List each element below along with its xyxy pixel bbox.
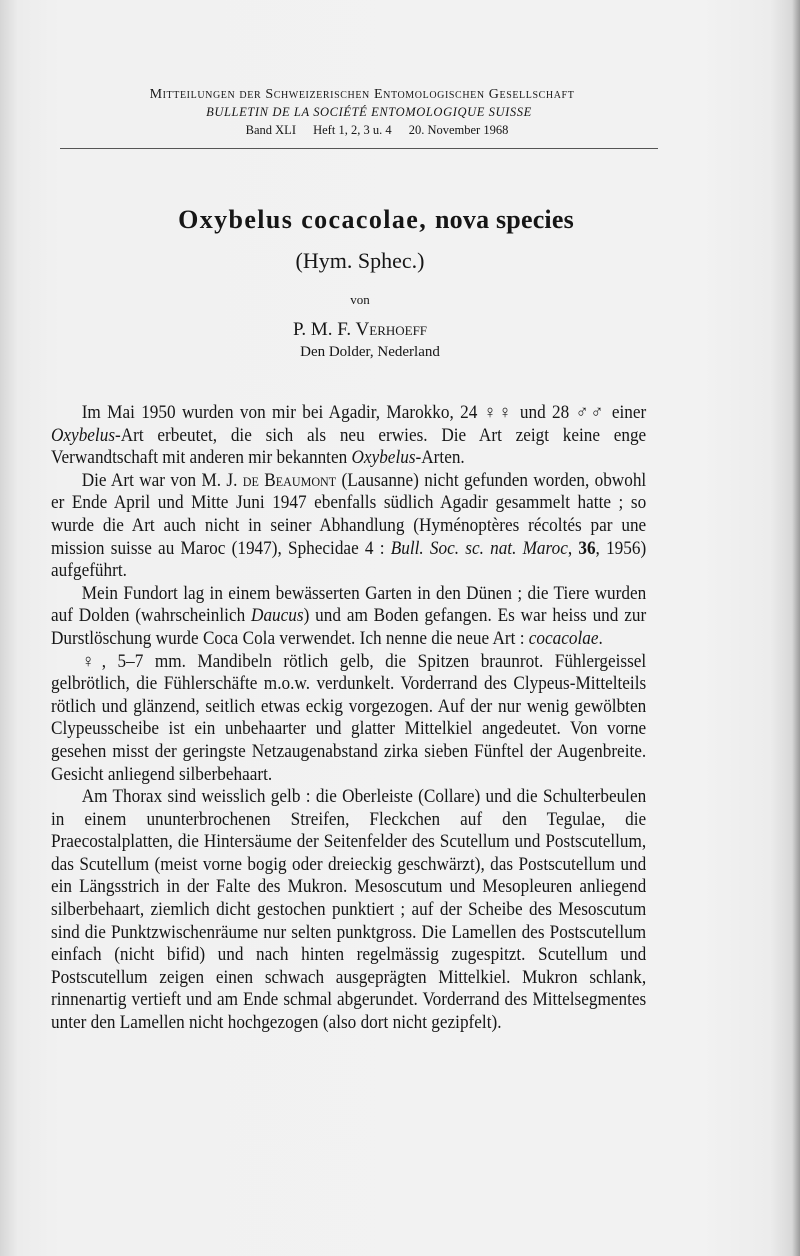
author-affiliation: Den Dolder, Nederland (300, 344, 440, 360)
cited-author: de Beaumont (242, 470, 337, 491)
article-subtitle: (Hym. Sphec.) (295, 248, 425, 273)
text-run: (Lausanne) nicht gefunden worden, obwohl er Ende April und Mitte Juni 1947 ebenfalls südlich Agadir gesammelt hatte ; so wurde die Art auch nicht in seiner Abhandlung (Hyménoptères récoltés par une mission suisse au Maroc (1947), Sphecidae 4 : (51, 470, 647, 559)
journal-title: Mitteilungen der Schweizerischen Entomologischen Gesellschaft (149, 87, 575, 102)
paragraph-2 (51, 470, 646, 583)
issue-number: Heft 1, 2, 3 u. 4 (313, 123, 392, 137)
title-block (60, 200, 660, 362)
paragraph-5: Am Thorax sind weisslich gelb : die Oberleiste (Collare) und die Schulterbeulen in einem ununterbrochenen Streifen, Fleckchen auf den Tegulae, die Praecostalplatten, die Hintersäume der Seitenfelder des Scutellum und Postscutellum, das Scutellum (meist vorne bogig oder dreieckig geschwärzt), das Postscutellum und ein Längsstrich in der Falte des Mukron. Mesoscutum und Mesopleuren anliegend silberbehaart, ziemlich dicht gestochen punktiert ; auf der Scheibe des Mesoscutum sind die Punktzwischenräume nur selten punktgross. Die Lamellen des Postscutellum einfach (nicht bifid) und nach hinten regelmässig zugespitzt. Scutellum und Postscutellum zeigen einen schwach ausgeprägten Mittelkiel. Mukron schlank, rinnenartig vertieft und am Ende schmal abgerundet. Vorderrand des Mittelsegmentes unter den Lamellen nicht hochgezogen (also dort nicht gezipfelt). (51, 787, 647, 1034)
paragraph-4: ♀, 5–7 mm. Mandibeln rötlich gelb, die Spitzen braunrot. Fühlergeissel gelbrötlich, die Fühlerschäfte m.o.w. verdunkelt. Vorderrand des Clypeus-Mittelteils rötlich und glänzend, seitlich etwas eckig vorgezogen. Auf der nur wenig gewölbten Clypeusscheibe ist ein unbehaarter und glatter Mittelkiel angedeutet. Von vorne gesehen misst der geringste Netzaugenabstand zirka sieben Fünftel der Augenbreite. Gesicht anliegend silberbehaart. (51, 651, 647, 785)
issue-date: 20. November 1968 (408, 123, 509, 137)
citation-volume: 36 (578, 538, 596, 559)
genus-name: Oxybelus (351, 448, 416, 469)
title-species: cocacolae, (301, 205, 428, 234)
issue-line (92, 121, 662, 140)
genus-name: Oxybelus (51, 425, 116, 446)
plant-genus: Daucus (251, 606, 304, 627)
header-rule (60, 148, 658, 149)
text-run: Mein Fundort lag in einem bewässerten Garten in den Dünen ; die Tiere wurden auf Dolden (wahrscheinlich (51, 583, 647, 627)
species-name: cocacolae (528, 628, 599, 649)
text-run: ) und am Boden gefangen. Es war heiss und zur Durstlöschung wurde Coca Cola verwendet. Ich nenne die neue Art : (51, 606, 647, 649)
paragraph-1 (51, 402, 646, 470)
text-run: Im Mai 1950 wurden von mir bei Agadir, Marokko, 24 ♀♀ und 28 ♂♂ einer (81, 403, 647, 423)
article-title (60, 200, 660, 240)
article-body (51, 402, 646, 1035)
text-run: -Art erbeutet, die sich als neu erwies. Die Art zeigt keine enge Verwandtschaft mit anderen mir bekannten (51, 425, 647, 469)
author-initials: P. M. F. (292, 319, 352, 340)
byline-von: von (350, 292, 370, 307)
text-run: , 1956) aufgeführt. (51, 538, 647, 582)
author-surname: Verhoeff (355, 319, 428, 340)
text-run: Die Art war von M. J. (81, 470, 243, 491)
journal-subtitle: BULLETIN DE LA SOCIÉTÉ ENTOMOLOGIQUE SUISSE (206, 105, 532, 119)
journal-citation: Bull. Soc. sc. nat. Maroc (390, 538, 568, 559)
text-run: . (598, 628, 603, 649)
journal-header (62, 86, 662, 140)
author-name (60, 318, 660, 342)
volume: Band XLI (245, 123, 296, 137)
title-genus: Oxybelus (178, 205, 294, 234)
text-run: -Arten. (415, 448, 465, 469)
title-rest: nova species (435, 205, 574, 234)
text-run: , (567, 538, 579, 559)
paragraph-3 (51, 583, 646, 651)
